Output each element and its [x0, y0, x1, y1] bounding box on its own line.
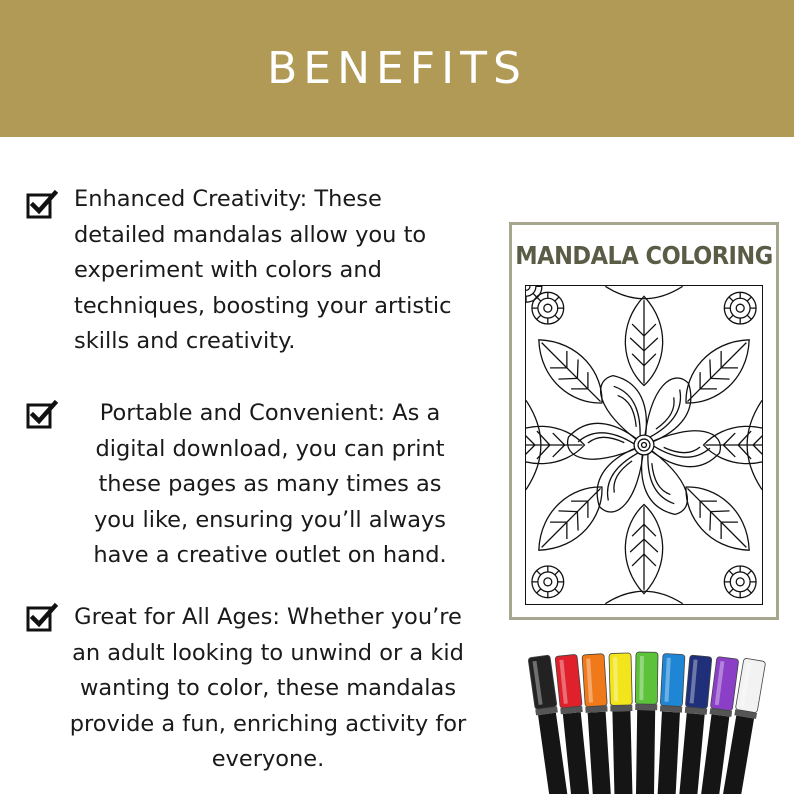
header-banner	[0, 0, 794, 137]
coloring-page-mockup	[509, 222, 779, 620]
benefit-line: wanting to color, these mandalas	[79, 675, 457, 701]
mandala-illustration	[525, 285, 763, 605]
benefit-line: these pages as many times as	[98, 471, 442, 497]
benefit-line: detailed mandalas allow you to	[74, 221, 427, 248]
benefit-line: Enhanced Creativity: These	[74, 186, 382, 212]
benefit-line: Great for All Ages: Whether you’re	[74, 604, 462, 630]
marker-pen	[654, 654, 685, 794]
benefit-line: an adult looking to unwind or a kid	[72, 639, 464, 666]
benefit-line: everyone.	[211, 746, 325, 772]
benefit-item-creativity	[74, 182, 514, 360]
marker-pen	[634, 652, 658, 794]
benefit-line: have a creative outlet on hand.	[93, 542, 447, 568]
benefit-line: experiment with colors and	[74, 257, 382, 283]
benefit-item-all-ages	[48, 600, 488, 778]
marker-pen	[609, 653, 635, 794]
checkbox-check-icon	[26, 399, 58, 431]
benefit-line: you like, ensuring you’ll always	[93, 506, 447, 533]
benefit-line: digital download, you can print	[95, 435, 445, 462]
benefit-line: techniques, boosting your artistic	[74, 292, 452, 319]
banner-title: BENEFITS	[267, 43, 527, 94]
benefit-line: Portable and Convenient: As a	[99, 400, 441, 426]
poster-title: MANDALA COLORING	[515, 241, 773, 270]
benefit-item-portable	[60, 396, 480, 574]
benefit-line: skills and creativity.	[74, 328, 296, 354]
benefit-line: provide a fun, enriching activity for	[69, 710, 467, 737]
colored-markers-illustration	[520, 640, 770, 794]
checkbox-check-icon	[26, 189, 58, 221]
